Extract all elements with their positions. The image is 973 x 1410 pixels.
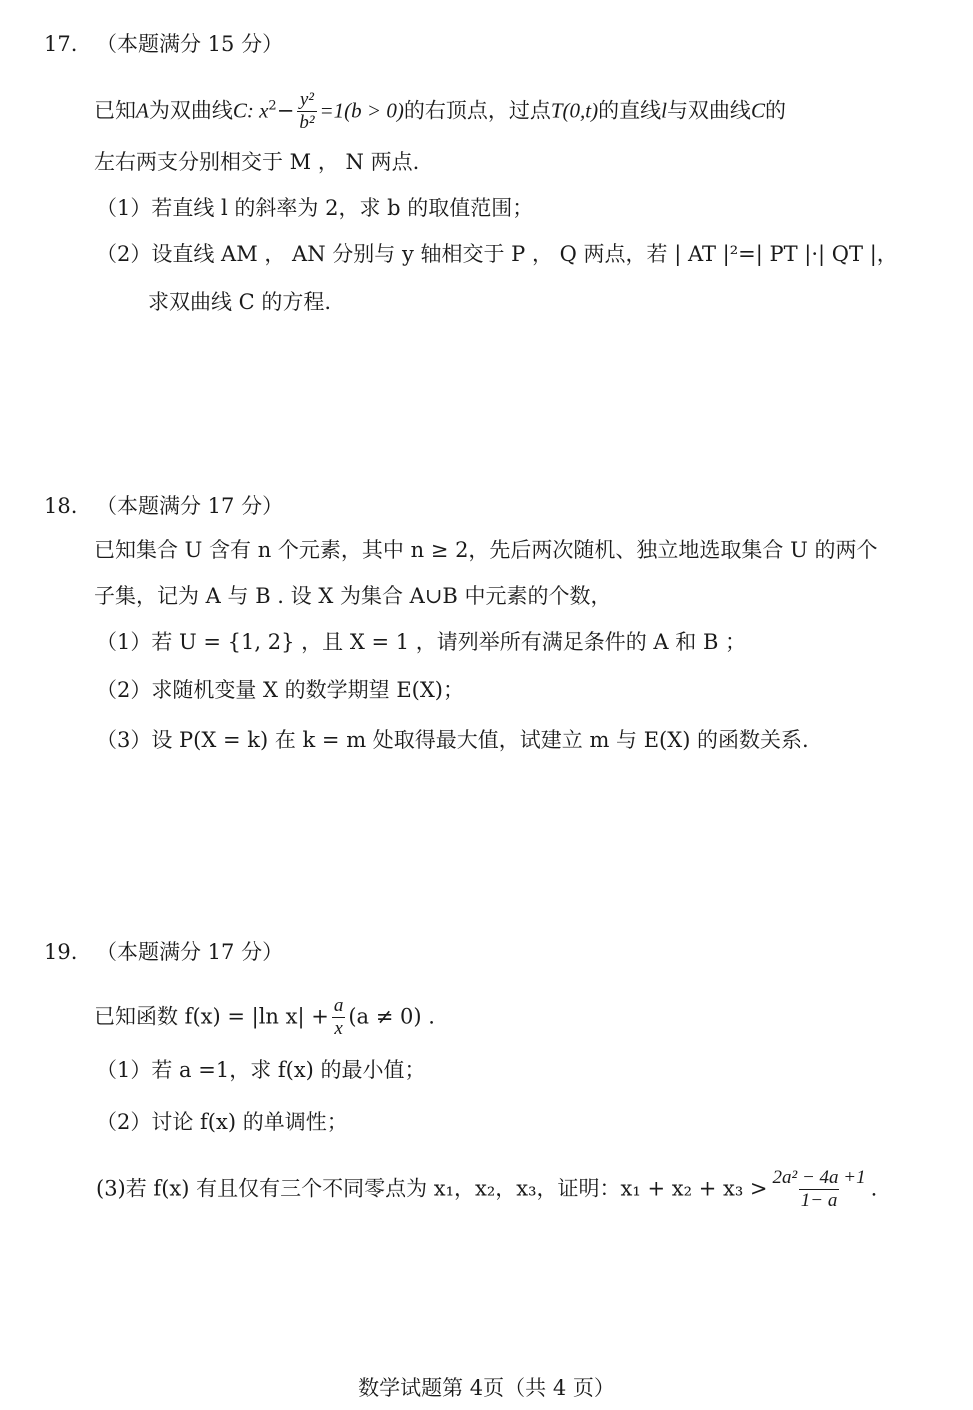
problem-17-q2-cont: 求双曲线 C 的方程.: [148, 290, 332, 314]
problem-19-stem: 已知函数 f(x) = |ln x| + $\frac{a}{x}$ (a ≠ 0) .: [94, 995, 435, 1039]
proof-fraction: $\frac{\text{2a² − 4a +1}}{1- a}$: [772, 1167, 866, 1211]
problem-17-q2: （2）设直线 AM ， AN 分别与 y 轴相交于 P ， Q 两点，若 | AT |²=| PT |·| QT |，: [96, 242, 898, 266]
problem-18-q3: （3）设 P(X = k) 在 k = m 处取得最大值，试建立 m 与 E(X) 的函数关系.: [96, 728, 809, 752]
problem-17-header: （本题满分 15 分）: [96, 32, 284, 56]
problem-18-q1: （1）若 U = {1, 2} ，且 X = 1 ，请列举所有满足条件的 A 和 B ；: [96, 630, 747, 654]
problem-18-header: （本题满分 17 分）: [96, 494, 284, 518]
problem-17-stem-line1: 已知A为双曲线C: $x^2-$ $\frac{\text{y²}}{\text{b²}}$ =1(b > 0)的右顶点，过点T(0,t)的直线l与双曲线C的: [94, 89, 786, 133]
hyperbola-fraction: $\frac{\text{y²}}{\text{b²}}$: [299, 89, 315, 133]
problem-17-stem-line2: 左右两支分别相交于 M ， N 两点.: [94, 150, 420, 174]
problem-17-q1: （1）若直线 l 的斜率为 2，求 b 的取值范围；: [96, 196, 534, 220]
problem-19-header: （本题满分 17 分）: [96, 940, 284, 964]
problem-19-q3: (3)若 f(x) 有且仅有三个不同零点为 x₁，x₂，x₃，证明：x₁ + x₂ + x₃ > $\frac{\text{2a² − 4a +1}}{1- a}$ .: [96, 1167, 878, 1211]
problem-18-stem-line2: 子集，记为 A 与 B . 设 X 为集合 A∪B 中元素的个数，: [94, 584, 612, 608]
problem-17-number: 17.: [44, 32, 78, 56]
problem-19-number: 19.: [44, 940, 78, 964]
problem-18-number: 18.: [44, 494, 78, 518]
problem-18-q2: （2）求随机变量 X 的数学期望 E(X)；: [96, 678, 465, 702]
problem-19-q1: （1）若 a =1，求 f(x) 的最小值；: [96, 1058, 426, 1082]
problem-19-q2: （2）讨论 f(x) 的单调性；: [96, 1110, 348, 1134]
page-footer: 数学试题第 4页（共 4 页）: [358, 1376, 615, 1400]
problem-18-stem-line1: 已知集合 U 含有 n 个元素，其中 n ≥ 2，先后两次随机、独立地选取集合 U 的两个: [94, 538, 878, 562]
a-over-x-fraction: $\frac{a}{x}$: [333, 995, 344, 1039]
